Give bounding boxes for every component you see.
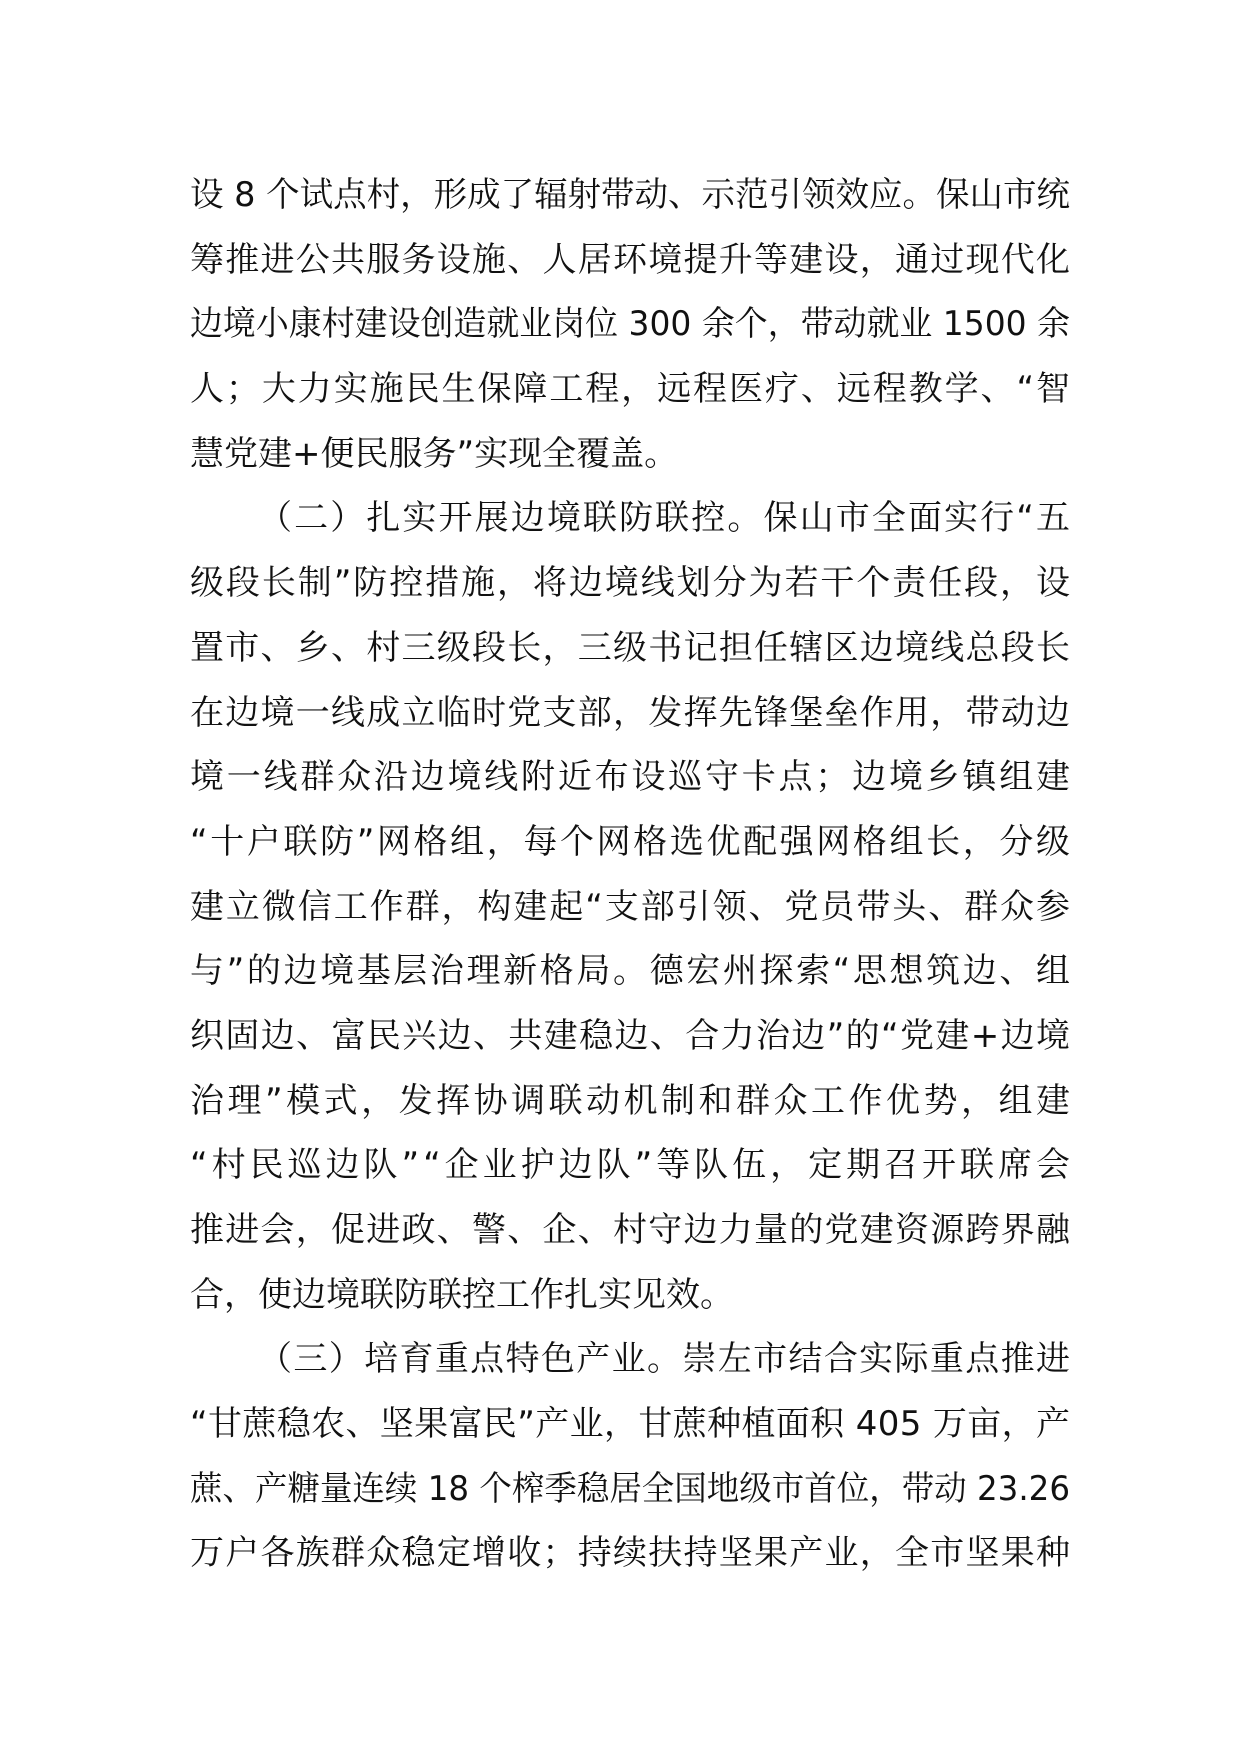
text-line-21-content: 蔗、产糖量连续 18 个榨季稳居全国地级市首位，带动 23.26	[190, 1468, 1070, 1509]
text-line-11	[190, 810, 1073, 875]
text-line-20	[190, 1392, 1070, 1457]
text-line-5	[190, 422, 1070, 487]
text-line-4	[190, 357, 1070, 422]
text-line-9-content: 在边境一线成立临时党支部，发挥先锋堡垒作用，带动边	[190, 692, 1072, 733]
text-line-7-content: 级段长制”防控措施，将边境线划分为若干个责任段，设	[190, 563, 1072, 604]
text-line-8	[190, 616, 1070, 681]
text-line-10	[190, 745, 1073, 810]
text-line-8-content: 置市、乡、村三级段长，三级书记担任辖区边境线总段长	[190, 627, 1072, 668]
text-line-4-content: 人；大力实施民生保障工程，远程医疗、远程教学、“智	[190, 369, 1072, 410]
text-line-1-content: 设 8 个试点村，形成了辐射带动、示范引领效应。保山市统	[190, 175, 1070, 215]
text-line-17-content: 推进会，促进政、警、企、村守边力量的党建资源跨界融	[190, 1210, 1072, 1250]
text-line-15	[190, 1069, 1074, 1134]
text-line-12	[190, 875, 1070, 940]
text-line-3	[190, 292, 1070, 357]
text-line-14	[190, 1004, 1070, 1069]
text-line-14-content: 织固边、富民兴边、共建稳边、合力治边”的“党建+边境	[190, 1015, 1072, 1056]
text-line-1	[190, 163, 1070, 228]
text-line-18-content: 合，使边境联防联控工作扎实见效。	[190, 1274, 734, 1315]
text-line-19-content: （三）培育重点特色产业。崇左市结合实际重点推进	[258, 1339, 1072, 1380]
text-line-3-content: 边境小康村建设创造就业岗位 300 余个，带动就业 1500 余	[190, 304, 1070, 345]
text-line-17	[190, 1198, 1070, 1263]
text-line-22-content: 万户各族群众稳定增收；持续扶持坚果产业，全市坚果种	[190, 1533, 1072, 1574]
text-line-6	[190, 486, 1073, 551]
text-line-11-content: “十户联防”网格组，每个网格选优配强网格组长，分级	[190, 821, 1073, 862]
text-line-13	[190, 939, 1073, 1004]
text-line-7	[190, 551, 1070, 616]
text-line-16	[190, 1133, 1074, 1198]
body-text	[190, 163, 1074, 1586]
text-line-5-content: 慧党建+便民服务”实现全覆盖。	[190, 433, 679, 474]
text-line-21	[190, 1457, 1070, 1522]
text-line-13-content: 与”的边境基层治理新格局。德宏州探索“思想筑边、组	[190, 951, 1073, 992]
text-line-6-content: （二）扎实开展边境联防联控。保山市全面实行“五	[258, 498, 1073, 539]
text-line-18	[190, 1263, 1070, 1328]
text-line-9	[190, 681, 1070, 746]
text-line-22	[190, 1521, 1070, 1586]
text-line-20-content: “甘蔗稳农、坚果富民”产业，甘蔗种植面积 405 万亩，产	[190, 1404, 1071, 1445]
text-line-10-content: 境一线群众沿边境线附近布设巡守卡点；边境乡镇组建	[190, 757, 1073, 798]
text-line-2	[190, 228, 1070, 293]
text-line-12-content: 建立微信工作群，构建起“支部引领、党员带头、群众参	[190, 886, 1072, 927]
text-line-19	[190, 1327, 1070, 1392]
text-line-16-content: “村民巡边队”“企业护边队”等队伍，定期召开联席会	[190, 1145, 1074, 1186]
text-line-15-content: 治理”模式，发挥协调联动机制和群众工作优势，组建	[190, 1080, 1074, 1121]
text-line-2-content: 筹推进公共服务设施、人居环境提升等建设，通过现代化	[190, 239, 1072, 280]
